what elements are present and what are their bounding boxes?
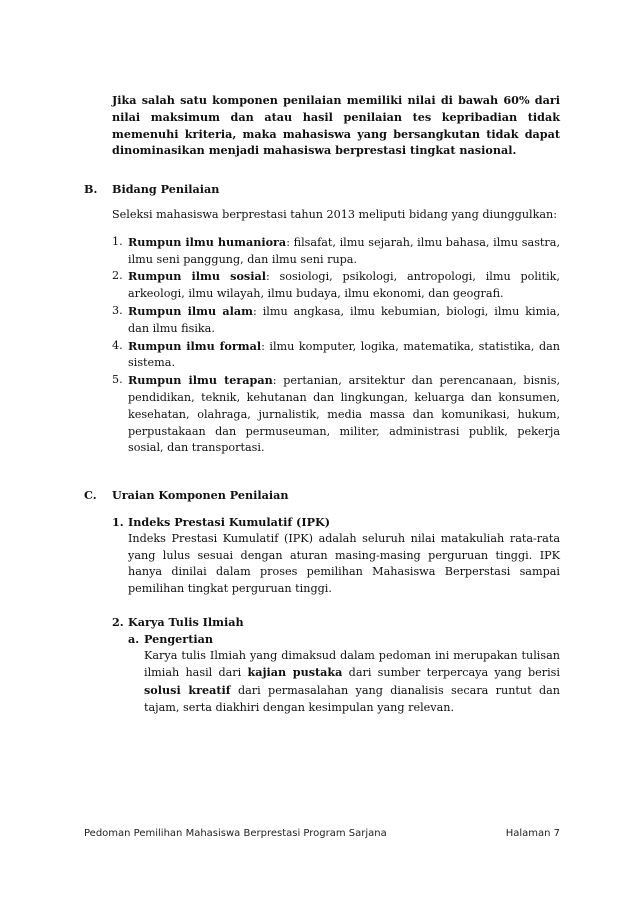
list-item-term: Rumpun ilmu alam (128, 303, 253, 318)
list-item (112, 234, 560, 269)
list-item-desc: : pertanian, arsitektur dan perencanaan, bisnis, pendidikan, teknik, kehutanan dan lingkungan, keluarga dan konsumen, kesehatan, olahraga, jurnalistik, media massa dan komunikasi, hukum, perpustakaan dan permuseuman, militer, administrasi publik, pekerja sosial, dan transportasi. (128, 374, 560, 455)
pengertian-text-1: Karya tulis Ilmiah yang dimaksud dalam pedoman ini merupakan tulisan ilmiah hasil dari (144, 648, 560, 680)
section-c-heading (84, 487, 560, 504)
subsection-pengertian-body (144, 648, 560, 717)
footer-page-number: Halaman 7 (505, 828, 560, 839)
list-item (112, 303, 560, 338)
list-item-term: Rumpun ilmu terapan (128, 373, 273, 388)
component-karya-tulis-number: 2. (112, 614, 124, 629)
component-ipk-title: Indeks Prestasi Kumulatif (IPK) (128, 514, 330, 529)
rumpun-list (84, 234, 560, 457)
pengertian-bold-2: solusi kreatif (144, 683, 231, 698)
footer-document-title: Pedoman Pemilihan Mahasiswa Berprestasi Program Sarjana (84, 828, 387, 839)
component-ipk-number: 1. (112, 514, 124, 529)
subsection-pengertian-letter: a. (128, 631, 140, 646)
component-ipk-body: Indeks Prestasi Kumulatif (IPK) adalah seluruh nilai matakuliah rata-rata yang lulus sesuai dengan aturan masing-masing perguruan tinggi. IPK hanya dinilai dalam proses pemilihan Mahasiswa Berperstasi sampai pemilihan tingkat perguruan tinggi. (128, 531, 560, 596)
list-item (112, 338, 560, 373)
list-item-term: Rumpun ilmu humaniora (128, 234, 287, 249)
list-item-term: Rumpun ilmu sosial (128, 269, 266, 284)
section-b-lead: Seleksi mahasiswa berprestasi tahun 2013 meliputi bidang yang diunggulkan: (112, 207, 558, 221)
component-karya-tulis-heading (112, 614, 560, 631)
list-item (112, 268, 560, 303)
component-ipk-heading (112, 514, 560, 531)
pengertian-text-2: dari sumber terpercaya yang berisi (342, 666, 560, 680)
list-item-desc: : ilmu angkasa, ilmu kebumian, biologi, ilmu kimia, dan ilmu fisika. (128, 304, 560, 335)
list-item-term: Rumpun ilmu formal (128, 338, 262, 353)
list-item-desc: : filsafat, ilmu sejarah, ilmu bahasa, ilmu sastra, ilmu seni panggung, dan ilmu seni rupa. (128, 235, 561, 266)
list-item-number: 3. (112, 303, 123, 317)
list-item-desc: : sosiologi, psikologi, antropologi, ilmu politik, arkeologi, ilmu wilayah, ilmu budaya, ilmu ekonomi, dan geografi. (128, 270, 560, 301)
list-item-desc: : ilmu komputer, logika, matematika, statistika, dan sistema. (128, 339, 560, 370)
list-item-number: 5. (112, 373, 123, 387)
component-ipk (112, 514, 560, 598)
subsection-pengertian-title: Pengertian (144, 631, 213, 646)
section-c-letter: C. (84, 488, 97, 503)
component-karya-tulis (112, 614, 560, 717)
subsection-pengertian-heading (128, 631, 560, 648)
section-b-heading (84, 181, 560, 198)
section-c-title: Uraian Komponen Penilaian (112, 488, 289, 503)
intro-paragraph: Jika salah satu komponen penilaian memiliki nilai di bawah 60% dari nilai maksimum dan atau hasil penilaian tes kepribadian tidak memenuhi kriteria, maka mahasiswa yang bersangkutan tidak dapat dinominasikan menjadi mahasiswa berprestasi tingkat nasional. (112, 93, 560, 158)
pengertian-text-3: dari permasalahan yang dianalisis secara runtut dan tajam, serta diakhiri dengan kesimpulan yang relevan. (144, 684, 560, 714)
component-karya-tulis-title: Karya Tulis Ilmiah (128, 614, 244, 629)
list-item (112, 372, 560, 457)
list-item-number: 1. (112, 234, 123, 248)
subsection-pengertian (128, 631, 560, 717)
page-footer (84, 828, 560, 839)
section-b-title: Bidang Penilaian (112, 182, 220, 197)
section-b-letter: B. (84, 182, 98, 197)
list-item-number: 2. (112, 269, 123, 283)
pengertian-bold-1: kajian pustaka (247, 665, 343, 680)
list-item-number: 4. (112, 338, 123, 352)
page-content (84, 92, 560, 717)
